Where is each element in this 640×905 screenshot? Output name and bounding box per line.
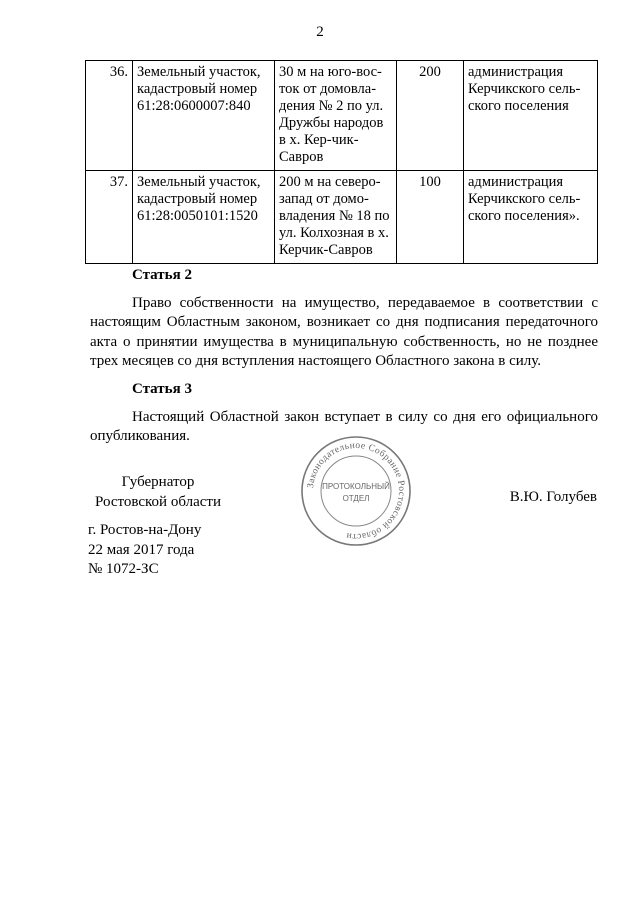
official-seal [300,435,412,547]
document-number: № 1072-ЗС [88,561,159,577]
property-area: 200 [397,61,464,171]
page-number: 2 [316,24,324,40]
article-3-text: Настоящий Областной закон вступает в силу со дня его официального опубликования. [90,408,598,444]
position-line-1: Губернатор [121,474,195,490]
article-3-heading: Статья 3 [132,381,192,397]
property-object: Земельный участок, кадастровый номер 61:28:0600007:840 [133,61,275,171]
table-row [86,61,598,171]
row-number: 36. [86,61,133,171]
article-2-heading: Статья 2 [132,267,192,283]
position-line-2: Ростовской области [95,493,221,510]
property-holder: администрация Керчикского сель-ского поселения». [464,171,598,264]
seal-ring-text: Законодательное Собрание Ростовской области [306,440,407,542]
signatory-name: В.Ю. Голубев [509,489,597,505]
document-details [88,521,201,580]
article-2-text: Право собственности на имущество, передаваемое в соответствии с настоящим Областным законом, возникает со дня подписания передаточного акта о принятии имущества в муниципальную собственность, но не позднее трех месяцев со дня вступления настоящего Областного закона в силу. [90,294,598,369]
property-holder: администрация Керчикского сель-ского поселения [464,61,598,171]
property-table [85,60,598,264]
property-location: 200 м на северо-запад от домо-владения № 18 по ул. Колхозная в х. Керчик-Савров [275,171,397,264]
property-area: 100 [397,171,464,264]
seal-center-line-2: ОТДЕЛ [342,494,370,503]
document-city: г. Ростов-на-Дону [88,522,202,538]
article-2 [90,266,598,372]
property-location: 30 м на юго-вос-ток от домовла-дения № 2 по ул. Дружбы народов в х. Кер-чик-Савров [275,61,397,171]
seal-center-line-1: ПРОТОКОЛЬНЫЙ [322,482,390,491]
table-row [86,171,598,264]
document-date: 22 мая 2017 года [88,541,195,558]
signatory-position [88,473,228,512]
row-number: 37. [86,171,133,264]
property-object: Земельный участок, кадастровый номер 61:28:0050101:1520 [133,171,275,264]
